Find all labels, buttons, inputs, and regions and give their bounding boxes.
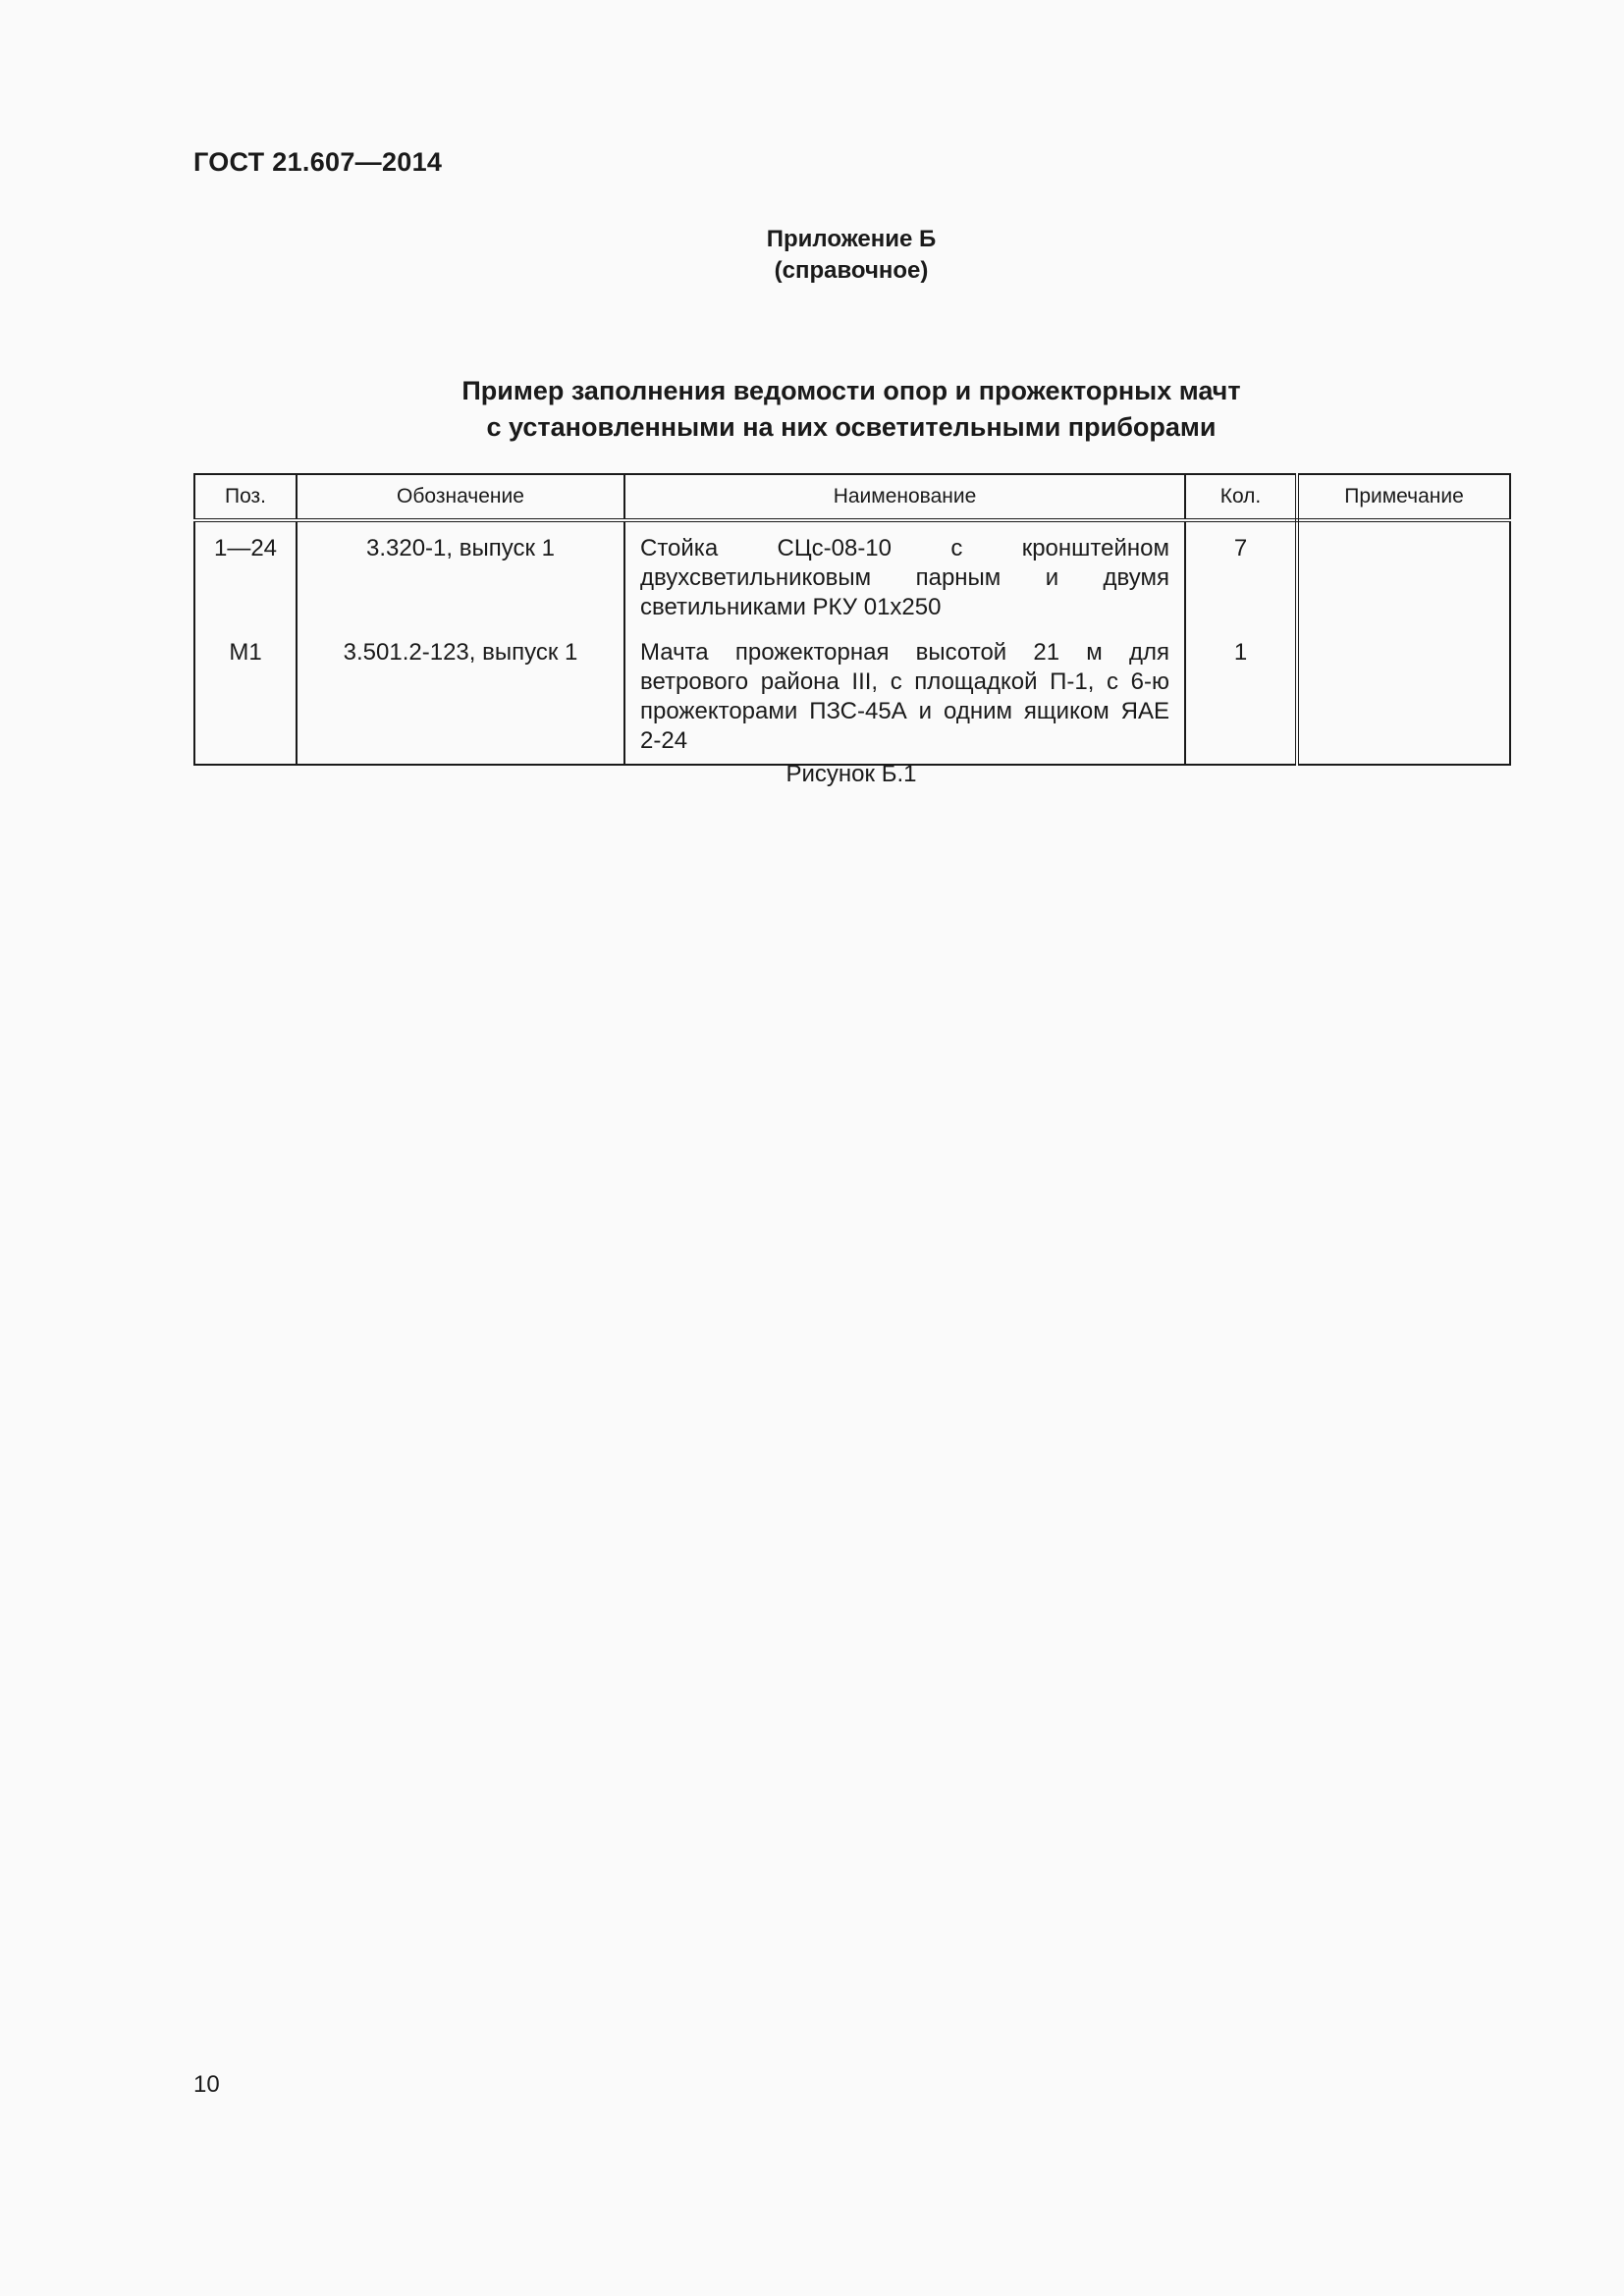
cell-note [1297, 630, 1510, 765]
cell-name: Мачта прожекторная высотой 21 м для ветрового района III, с площадкой П-1, с 6-ю прожекторами ПЗС-45А и одним ящиком ЯАЕ 2-24 [624, 630, 1185, 765]
cell-code: 3.501.2-123, выпуск 1 [297, 630, 624, 765]
cell-note [1297, 520, 1510, 630]
cell-qty: 1 [1185, 630, 1297, 765]
header-qty: Кол. [1185, 474, 1297, 520]
header-name: Наименование [624, 474, 1185, 520]
cell-name: Стойка СЦс-08-10 с кронштейном двухсветильниковым парным и двумя светильниками РКУ 01х250 [624, 520, 1185, 630]
cell-pos: М1 [194, 630, 297, 765]
table-header-row [194, 474, 1510, 520]
table-row [194, 630, 1510, 765]
section-title [193, 373, 1509, 446]
figure-caption: Рисунок Б.1 [785, 761, 917, 787]
supports-schedule-table [193, 473, 1511, 766]
header-code: Обозначение [297, 474, 624, 520]
page-number: 10 [193, 2071, 220, 2098]
header-note: Примечание [1297, 474, 1510, 520]
cell-pos: 1—24 [194, 520, 297, 630]
appendix-title: Приложение Б [766, 226, 937, 252]
appendix-heading [193, 224, 1509, 287]
document-code: ГОСТ 21.607—2014 [193, 147, 443, 177]
section-title-line2: с установленными на них осветительными приборами [486, 412, 1217, 442]
table-row [194, 520, 1510, 630]
cell-code: 3.320-1, выпуск 1 [297, 520, 624, 630]
cell-qty: 7 [1185, 520, 1297, 630]
header-pos: Поз. [194, 474, 297, 520]
section-title-line1: Пример заполнения ведомости опор и прожекторных мачт [461, 376, 1241, 405]
appendix-kind: (справочное) [774, 257, 929, 284]
